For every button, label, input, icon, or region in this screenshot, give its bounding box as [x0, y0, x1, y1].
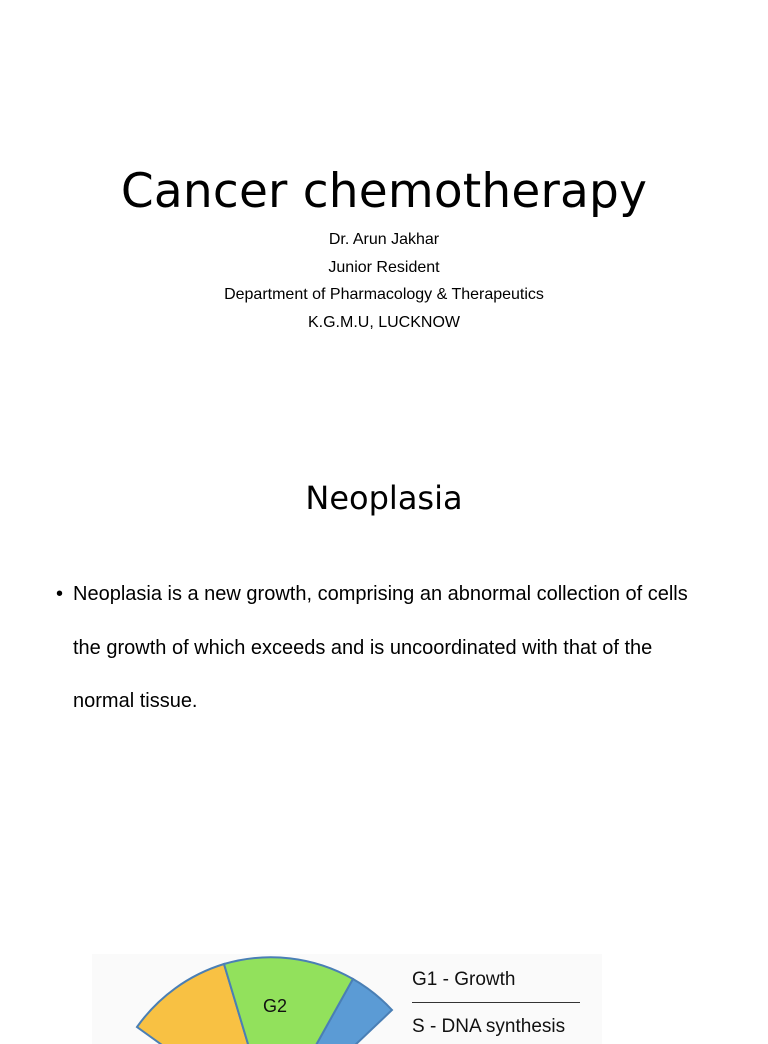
presenter-name: Dr. Arun Jakhar	[328, 231, 440, 248]
bullet-text: Neoplasia is a new growth, comprising an abnormal collection of cells the growth of which exceeds and is uncoordinated with that of the normal tissue.	[73, 583, 688, 712]
legend-s: S - DNA synthesis	[412, 1016, 566, 1037]
legend-g1: G1 - Growth	[412, 969, 516, 990]
title-slide	[0, 0, 768, 420]
presenter-department: Department of Pharmacology & Therapeutics	[224, 286, 544, 303]
neoplasia-slide	[0, 420, 768, 920]
section-title: Neoplasia	[305, 479, 463, 517]
g2-label: G2	[263, 996, 288, 1016]
slide-title: Cancer chemotherapy	[120, 164, 648, 219]
bullet-point	[56, 568, 716, 729]
cell-cycle-slide	[0, 920, 768, 1037]
presenter-info	[0, 226, 768, 336]
presenter-role: Junior Resident	[328, 258, 440, 276]
cell-cycle-wheel	[92, 954, 412, 1044]
legend-divider	[412, 1002, 580, 1003]
cell-cycle-figure	[92, 954, 602, 1044]
presenter-institution: K.G.M.U, LUCKNOW	[307, 313, 460, 331]
bullet-marker: •	[56, 583, 64, 605]
